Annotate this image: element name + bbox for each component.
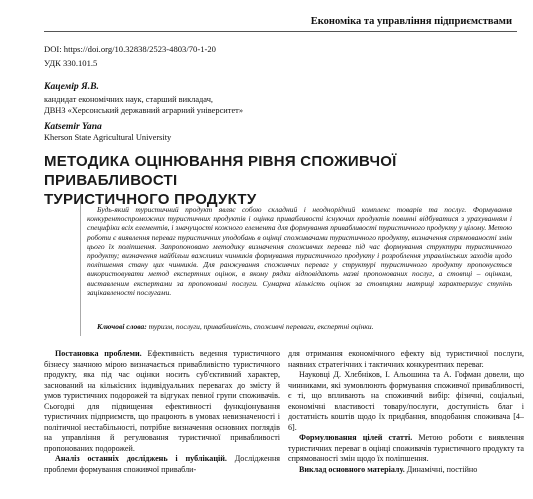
abstract-text: Будь-який туристичний продукт являє собою складний і неоднорідний комплекс товарів та послуг. Формування конкурентоспроможних туристичних продуктів і оцінка привабливості існуючих продуктів повинні відбуватися з урахуванням і специфіки всіх елементів, і значущості кожного елемента для формування привабливості туристичного продукту у цілому. Метою роботи є виявлення переваг туристичних уподобань в оцінці споживачами туристичного продукту, визначення спрямованості змін цього їх поліпшення. Запропоновано методику визначення споживчих переваг під час формування структури туристичного продукту; визначення найбільш важливих чинників формування туристичного продукту і розроблення управлінських заходів щодо поліпшення стану цих чинників. Для ранжування споживчих переваг у структурі туристичного продукту пропонується використовувати метод експертних оцінок, в якому рядки відповідають назві пропонованих послуг, а стовпці – оцінкам, виставленим експертами за пропоновані послуги. Сумарна кількість оцінок за стовпцями матриці характеризує ступінь зацікавленості послугами. (87, 205, 512, 297)
doi-line[interactable]: DOI: https://doi.org/10.32838/2523-4803/70-1-20 (44, 44, 216, 54)
author-degree-ua: кандидат економічних наук, старший викладач, (44, 95, 213, 104)
keywords-label: Ключові слова: (97, 322, 147, 331)
heading-goals: Формулювання цілей статті. (299, 433, 413, 442)
text-literature-review: Дослідження проблеми формування споживчої привабли- (44, 454, 280, 474)
text-problem-statement: Ефективність ведення туристичного бізнесу значною мірою визначається привабливістю туристичного продукту, яка під час оцінки носить суб'єктивний характер, заснований на кількісних індивідуальних перевагах до змісту й умов туристичних подорожей та відгуках певної групи споживачів. Сьогодні для підвищення ефективності функціонування туристичних підприємств, що працюють в умовах невизначеності і політичної нестабільності, потрібне визначення основних поглядів на управління й регулювання туристичної привабливості пропонованих подорожей. (44, 349, 280, 453)
text-main-material: Динамічні, постійно (404, 464, 478, 474)
author-name-en: Katsemir Yana (44, 121, 102, 132)
paragraph-literature-review (44, 454, 280, 475)
paragraph-problem-statement (44, 349, 280, 454)
udc-line: УДК 330.101.5 (44, 58, 98, 68)
abstract-block (80, 198, 523, 336)
paragraph-main-material (288, 465, 524, 476)
text-goals: Метою роботи є виявлення туристичних переваг в оцінці споживачів туристичного продукту та спрямованості змін щодо їх поліпшення. (288, 433, 524, 463)
journal-section-header: Економіка та управління підприємствами (44, 13, 517, 32)
heading-problem-statement: Постановка проблеми. (55, 349, 142, 358)
author-affiliation-ua: ДВНЗ «Херсонський державний аграрний університет» (44, 106, 244, 115)
keywords-list: туризм, послуги, привабливість, споживчі переваги, експертні оцінки. (146, 322, 374, 331)
paragraph-goals (288, 433, 524, 465)
keywords (87, 322, 512, 331)
body-column-right (288, 349, 524, 499)
paragraph-scholars: Науковці Д. Хлєбніков, І. Альошина та А. Гофман довели, що чинниками, які зумовлюють формування споживчої привабливості, є ті, що впливають на споживчий вибір: фізичні, соціальні, економічні властивості товару/послуги, доступність благ і достатність коштів щодо їх придбання, вподобання споживача [4–6]. (288, 370, 524, 432)
heading-literature-review: Аналіз останніх досліджень і публікацій. (55, 454, 227, 463)
heading-main-material: Виклад основного матеріалу. (299, 464, 405, 474)
body-column-left (44, 349, 280, 499)
paragraph-continuation: для отримання економічного ефекту від туристичної послуги, наявних стратегічних і тактичних конкурентних переваг. (288, 349, 524, 369)
article-title-line-1: МЕТОДИКА ОЦІНЮВАННЯ РІВНЯ СПОЖИВЧОЇ ПРИВАБЛИВОСТІ (44, 153, 397, 189)
author-name-ua: Кацемір Я.В. (44, 81, 99, 92)
author-affiliation-en: Kherson State Agricultural University (44, 133, 172, 142)
article-title-line-2: ТУРИСТИЧНОГО ПРОДУКТУ (44, 191, 257, 208)
